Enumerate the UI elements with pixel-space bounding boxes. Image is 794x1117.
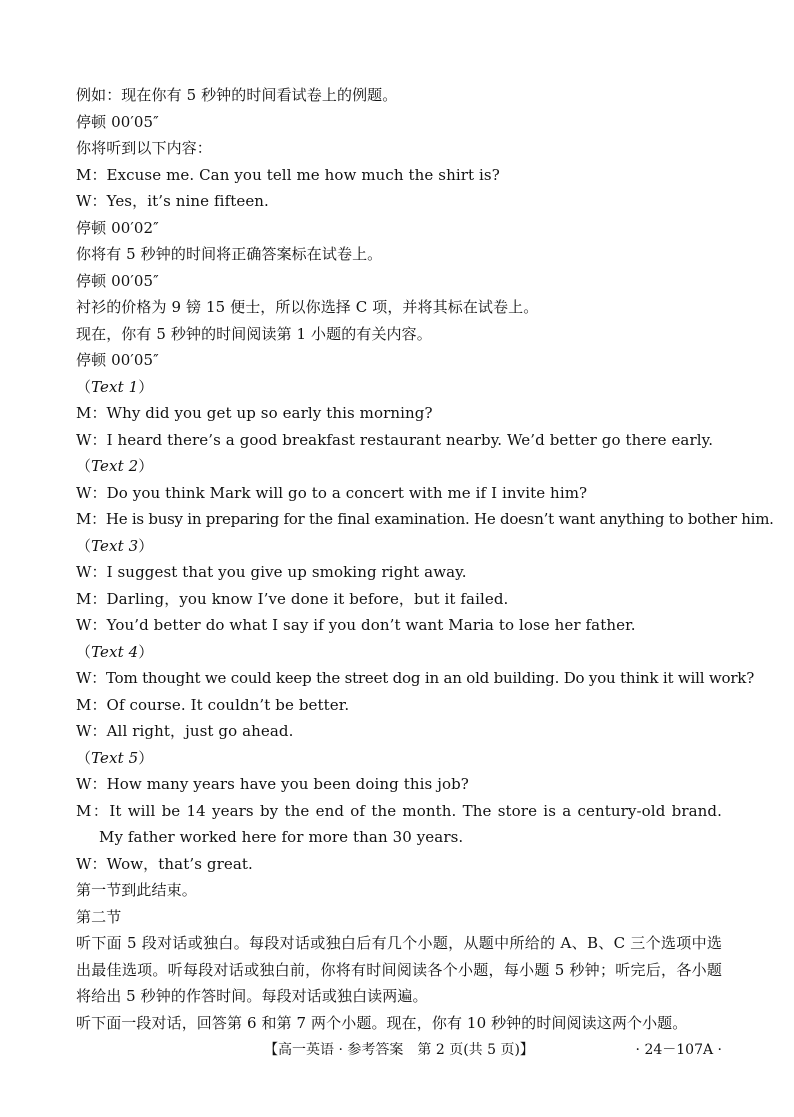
intro-line: 衬衫的价格为 9 镑 15 便士，所以你选择 C 项，并将其标在试卷上。 — [76, 298, 539, 316]
dialogue-line: W：Yes，it’s nine fifteen. — [76, 192, 269, 210]
dialogue-line: W：Tom thought we could keep the street dog in an old building. Do you think it will work? — [76, 669, 755, 687]
page-footer — [76, 1038, 722, 1062]
text-label — [76, 745, 722, 772]
text-label — [76, 639, 722, 666]
pause-line: 停顿 00′02″ — [76, 218, 159, 237]
dialogue-line: W：I heard there’s a good breakfast restaurant nearby. We’d better go there early. — [76, 430, 714, 449]
next-instruction: 听下面一段对话，回答第 6 和第 7 两个小题。现在，你有 10 秒钟的时间阅读这两个小题。 — [76, 1013, 688, 1032]
text-5-block — [76, 745, 722, 878]
text-label — [76, 374, 722, 401]
label-open: （ — [76, 377, 92, 396]
label-close: ） — [138, 748, 154, 767]
text-4-block — [76, 639, 755, 745]
label-close: ） — [138, 457, 154, 475]
section-instructions: 听下面 5 段对话或独白。每段对话或独白后有几个小题，从题中所给的 A、B、C 三个选项中选出最佳选项。听每段对话或独白前，你将有时间阅读各个小题，每小题 5 秒钟；听完后，各小题将给出 5 秒钟的作答时间。每段对话或独白读两遍。 — [76, 934, 722, 1005]
dialogue-line: M：Why did you get up so early this morning? — [76, 404, 433, 422]
section-heading: 第二节 — [76, 907, 122, 926]
dialogue-line: W：You’d better do what I say if you don’t want Maria to lose her father. — [76, 616, 636, 634]
label-name: Text 2 — [91, 457, 139, 475]
dialogue-line: M：Darling，you know I’ve done it before，but it failed. — [76, 589, 509, 608]
label-name: Text 3 — [91, 536, 139, 555]
dialogue-line: M：Of course. It couldn’t be better. — [76, 695, 350, 714]
label-open: （ — [76, 536, 92, 555]
dialogue-line: M：Excuse me. Can you tell me how much the shirt is? — [76, 165, 500, 184]
footer-page-info: 【高一英语 · 参考答案 第 2 页(共 5 页)】 — [264, 1042, 534, 1058]
pause-line: 停顿 00′05″ — [76, 112, 159, 131]
dialogue-line: W：Wow，that’s great. — [76, 854, 253, 873]
label-close: ） — [138, 377, 154, 396]
dialogue-line: W：How many years have you been doing this job? — [76, 775, 469, 793]
label-open: （ — [76, 748, 92, 767]
pause-line: 停顿 00′05″ — [76, 351, 159, 369]
text-3-block — [76, 533, 722, 639]
label-close: ） — [138, 536, 154, 555]
label-open: （ — [76, 457, 92, 475]
text-label — [76, 533, 722, 560]
intro-line: 你将有 5 秒钟的时间将正确答案标在试卷上。 — [76, 245, 383, 263]
label-name: Text 5 — [91, 748, 139, 767]
section-end: 第一节到此结束。 — [76, 881, 197, 899]
label-open: （ — [76, 642, 92, 661]
text-2-block — [76, 453, 774, 533]
dialogue-line: M：It will be 14 years by the end of the month. The store is a century-old brand. My father worked here for more than 30 years. — [76, 801, 722, 846]
dialogue-line: M：He is busy in preparing for the final examination. He doesn’t want anything to bother him. — [76, 510, 774, 528]
dialogue-line: W：Do you think Mark will go to a concert with me if I invite him? — [76, 483, 588, 502]
label-name: Text 4 — [91, 642, 139, 661]
label-name: Text 1 — [91, 377, 139, 396]
text-label — [76, 453, 722, 480]
label-close: ） — [138, 642, 154, 661]
text-1-block — [76, 374, 722, 454]
dialogue-line: W：I suggest that you give up smoking right away. — [76, 563, 467, 581]
document-body — [76, 82, 774, 1036]
intro-line: 现在，你有 5 秒钟的时间阅读第 1 小题的有关内容。 — [76, 324, 432, 343]
intro-block — [76, 82, 722, 374]
section-two-block — [76, 877, 722, 1036]
dialogue-line: W：All right，just go ahead. — [76, 722, 294, 740]
intro-line: 你将听到以下内容： — [76, 139, 212, 157]
footer-code: · 24－107A · — [635, 1042, 722, 1058]
intro-line: 例如：现在你有 5 秒钟的时间看试卷上的例题。 — [76, 86, 398, 104]
pause-line: 停顿 00′05″ — [76, 271, 159, 290]
